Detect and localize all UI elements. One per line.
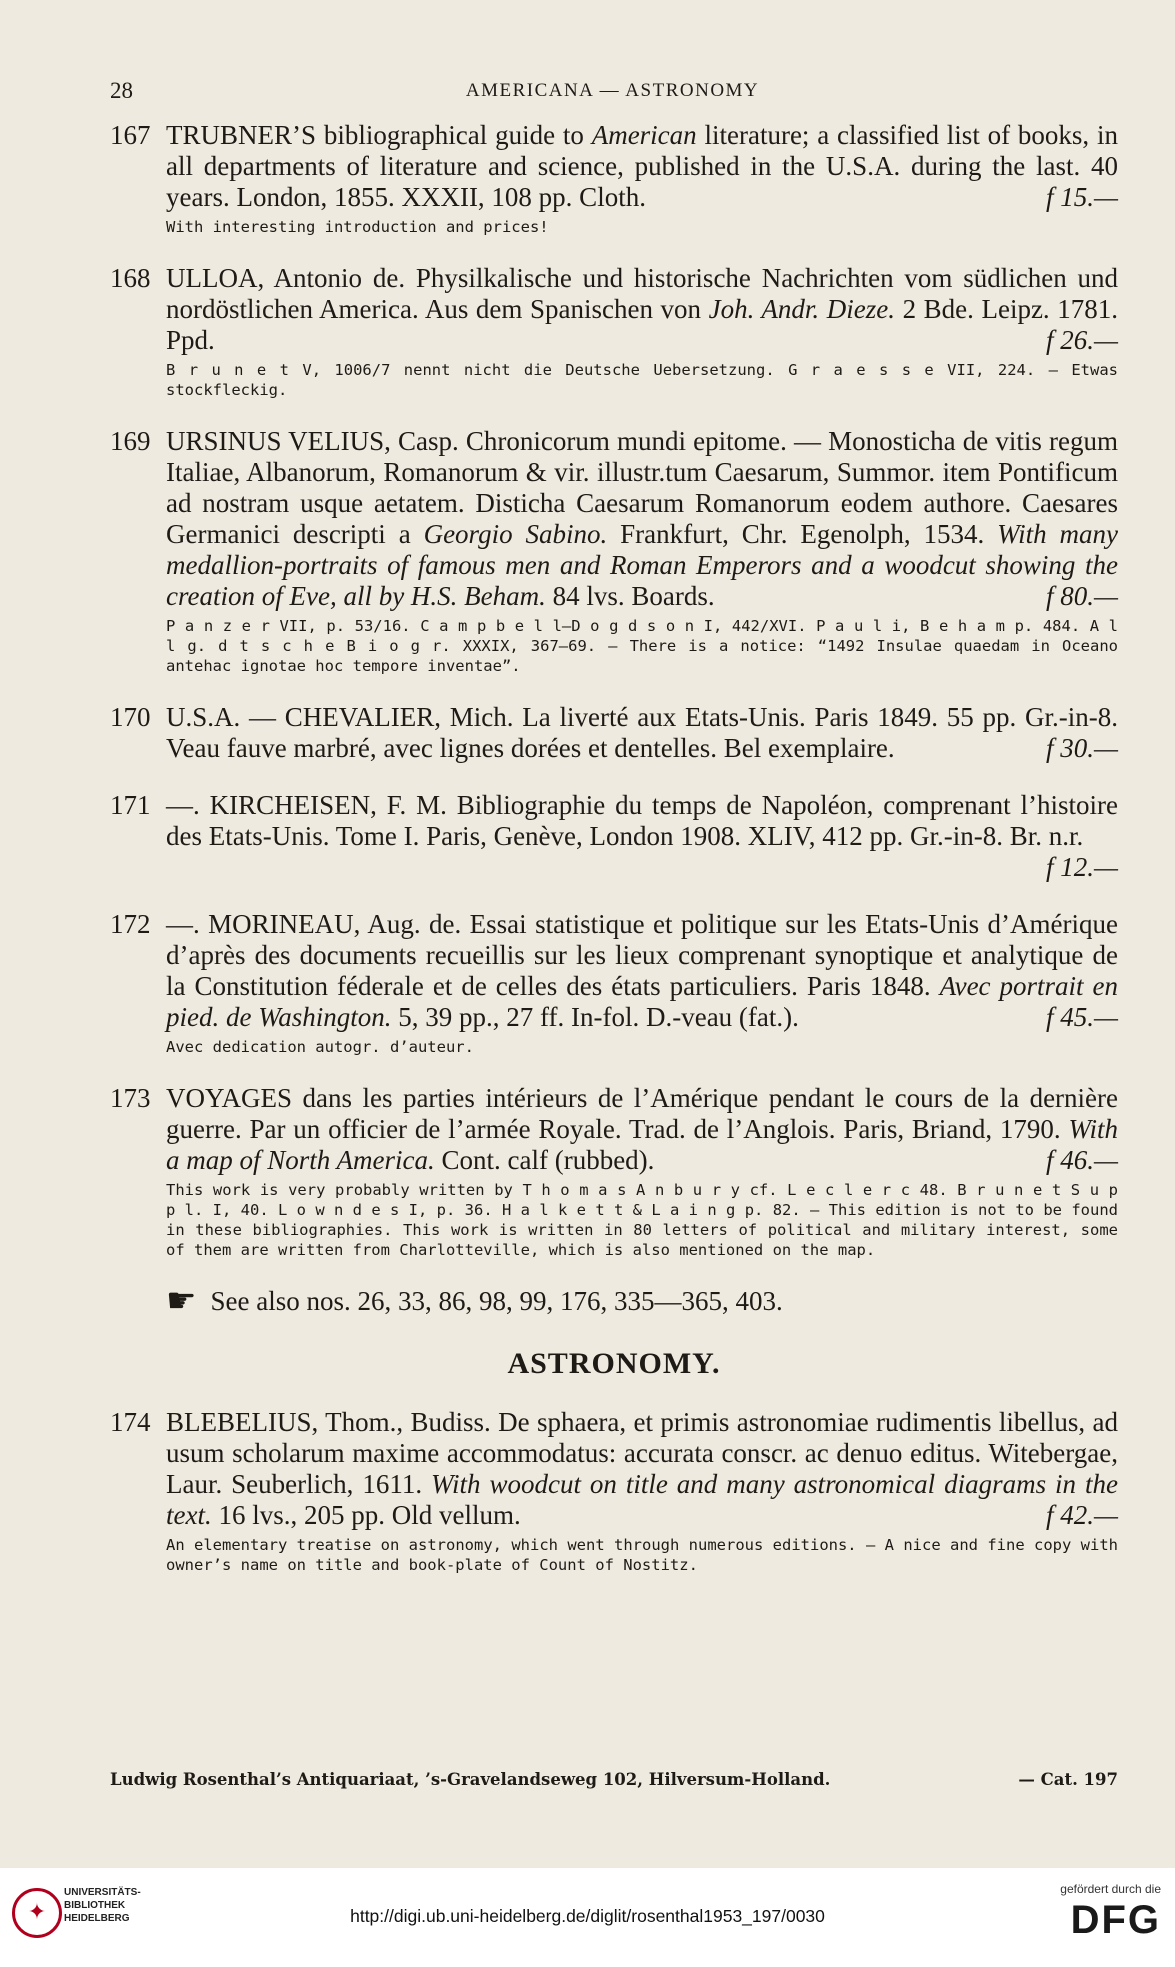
entry-description <box>166 790 1118 882</box>
catalogue-entry <box>110 426 1118 676</box>
publisher-address: Ludwig Rosenthal’s Antiquariaat, ’s-Gravelandseweg 102, Hilversum-Holland. <box>110 1770 831 1789</box>
page-number: 28 <box>110 78 133 103</box>
dfg-logo: DFG <box>1070 1898 1161 1942</box>
entry-italic-text: With many medallion-portraits of famous men and Roman Emperors and a woodcut showing the creation of Eve, all by H.S. Beham. <box>166 519 1118 611</box>
entry-text: ULLOA, Antonio de. Physilkalische und historische Nachrichten vom südlichen und nordöstlichen America. Aus dem Spanischen von <box>166 263 1118 324</box>
entry-price: f 12.— <box>1045 852 1118 882</box>
entry-price: f 30.— <box>1045 733 1118 763</box>
see-also-line <box>110 1283 1118 1320</box>
entry-text: 84 lvs. Boards. <box>545 581 715 611</box>
entry-text: U.S.A. — CHEVALIER, Mich. La liverté aux Etats-Unis. Paris 1849. 55 pp. Gr.-in-8. Veau fauve marbré, avec lignes dorées et dentelles. Bel exemplaire. <box>166 702 1118 763</box>
entry-note: P a n z e r VII, p. 53/16. C a m p b e l l—D o g d s o n I, 442/XVI. P a u l i, B e h a m p. 484. A l l g. d t s c h e B i o g r. XXXIX, 367—69. — There is a notice: “1492 Insulae quaedam in Oceano antehac ignotae hoc tempore inventae”. <box>166 617 1118 675</box>
entry-number: 173 <box>110 1083 151 1113</box>
entry-number: 171 <box>110 790 151 820</box>
entry-italic-text: Avec portrait en pied. de Washington. <box>166 971 1118 1032</box>
entry-price: f 80.— <box>1045 581 1118 611</box>
viewer-bottom-bar <box>0 1868 1175 1967</box>
running-head-title: AMERICANA — ASTRONOMY <box>465 80 760 101</box>
entry-text: —. KIRCHEISEN, F. M. Bibliographie du temps de Napoléon, comprenant l’histoire des Etats-Unis. Tome I. Paris, Genève, London 1908. XLIV, 412 pp. Gr.-in-8. Br. n.r. <box>166 790 1118 851</box>
running-head <box>110 78 1115 108</box>
entry-price: f 46.— <box>1045 1145 1118 1175</box>
entry-text: 16 lvs., 205 pp. Old vellum. <box>211 1500 521 1530</box>
section-title: ASTRONOMY. <box>507 1347 721 1380</box>
page-footer <box>110 1770 1118 1789</box>
entry-italic-text: Georgio Sabino. <box>423 519 608 549</box>
entry-price: f 15.— <box>1045 182 1118 212</box>
entry-text: —. MORINEAU, Aug. de. Essai statistique et politique sur les Etats-Unis d’Amérique d’après des documents recueillis sur les lieux comprenant synoptique et analytique de la Constitution féderale et de celles des états particuliers. Paris 1848. <box>166 909 1118 1001</box>
entry-text: Cont. calf (rubbed). <box>434 1145 655 1175</box>
catalogue-entry <box>110 120 1118 237</box>
entry-number: 168 <box>110 263 151 293</box>
entry-note: With interesting introduction and prices! <box>166 218 549 236</box>
see-also-text: See also nos. 26, 33, 86, 98, 99, 176, 335—365, 403. <box>210 1286 783 1316</box>
entry-number: 174 <box>110 1407 151 1437</box>
entry-text: URSINUS VELIUS, Casp. Chronicorum mundi epitome. — Monosticha de vitis regum Italiae, Albanorum, Romanorum & vir. illustr.tum Caesarum, Summor. item Pontificum ad nostram usque aetatem. Disticha Caesarum Romanorum eodem authore. Caesares Germanici descripti a <box>166 426 1118 549</box>
entry-number: 172 <box>110 909 151 939</box>
entry-price: f 42.— <box>1045 1500 1118 1530</box>
catalogue-entry <box>110 263 1118 400</box>
entry-note: This work is very probably written by T h o m a s A n b u r y cf. L e c l e r c 48. B r u n e t S u p p l. I, 40. L o w n d e s I, p. 36. H a l k e t t & L a i n g p. 82. — This edition is not to be found in these bibliographies. This work is written in 80 letters of political and military interest, some of them are written from Charlotteville, which is also mentioned on the map. <box>166 1181 1118 1259</box>
entry-description <box>166 120 1118 213</box>
catalogue-entry <box>110 1083 1118 1260</box>
entry-italic-text: With a map of North America. <box>166 1114 1118 1175</box>
entry-text: VOYAGES dans les parties intérieurs de l’Amérique pendant le cours de la dernière guerre. Par un officier de l’armée Royale. Trad. de l’Anglois. Paris, Briand, 1790. <box>166 1083 1118 1144</box>
institution-name: UNIVERSITÄTS- BIBLIOTHEK HEIDELBERG <box>64 1887 141 1924</box>
university-seal-icon: ✦ <box>12 1888 62 1938</box>
funded-by-label: gefördert durch die <box>1060 1882 1161 1896</box>
entry-number: 169 <box>110 426 151 456</box>
entry-price: f 26.— <box>1045 325 1118 355</box>
entry-italic-text: American <box>591 120 697 150</box>
entry-text: Frankfurt, Chr. Egenolph, 1534. <box>607 519 998 549</box>
permalink-url[interactable]: http://digi.ub.uni-heidelberg.de/diglit/rosenthal1953_197/0030 <box>350 1906 825 1926</box>
entry-text: literature; a classified list of books, in all departments of literature and science, published in the U.S.A. during the last. 40 years. London, 1855. XXXII, 108 pp. Cloth. <box>166 120 1118 212</box>
entry-description <box>166 1083 1118 1176</box>
entry-italic-text: With woodcut on title and many astronomical diagrams in the text. <box>166 1469 1118 1530</box>
entry-text: TRUBNER’S bibliographical guide to <box>166 120 592 150</box>
entry-note: B r u n e t V, 1006/7 nennt nicht die Deutsche Uebersetzung. G r a e s s e VII, 224. — Etwas stockfleckig. <box>166 361 1118 399</box>
entry-description <box>166 426 1118 612</box>
catalogue-entry <box>110 909 1118 1057</box>
entry-note: An elementary treatise on astronomy, which went through numerous editions. — A nice and fine copy with owner’s name on title and book-plate of Count of Nostitz. <box>166 1536 1118 1574</box>
entry-price: f 45.— <box>1045 1002 1118 1032</box>
entry-description <box>166 263 1118 356</box>
catalogue-entries <box>110 120 1118 1601</box>
entry-description <box>166 1407 1118 1531</box>
entry-text: 2 Bde. Leipz. 1781. Ppd. <box>166 294 1119 355</box>
entry-text: 5, 39 pp., 27 ff. In-fol. D.-veau (fat.). <box>391 1002 799 1032</box>
catalogue-entry <box>110 790 1118 883</box>
catalogue-entry <box>110 702 1118 764</box>
catalogue-number: — Cat. 197 <box>1018 1770 1118 1789</box>
entry-description <box>166 702 1118 764</box>
entry-description <box>166 909 1118 1033</box>
entry-number: 170 <box>110 702 151 732</box>
entry-note: Avec dedication autogr. d’auteur. <box>166 1038 474 1056</box>
entry-text: BLEBELIUS, Thom., Budiss. De sphaera, et primis astronomiae rudimentis libellus, ad usum scholarum maxime accommodatus: accurata conscr. ac denuo editus. Witebergae, Laur. Seuberlich, 1611. <box>166 1407 1118 1499</box>
catalogue-entry <box>110 1407 1118 1575</box>
pointing-hand-icon: ☛ <box>166 1283 197 1320</box>
entry-number: 167 <box>110 120 151 150</box>
entry-italic-text: Joh. Andr. Dieze. <box>708 294 895 324</box>
